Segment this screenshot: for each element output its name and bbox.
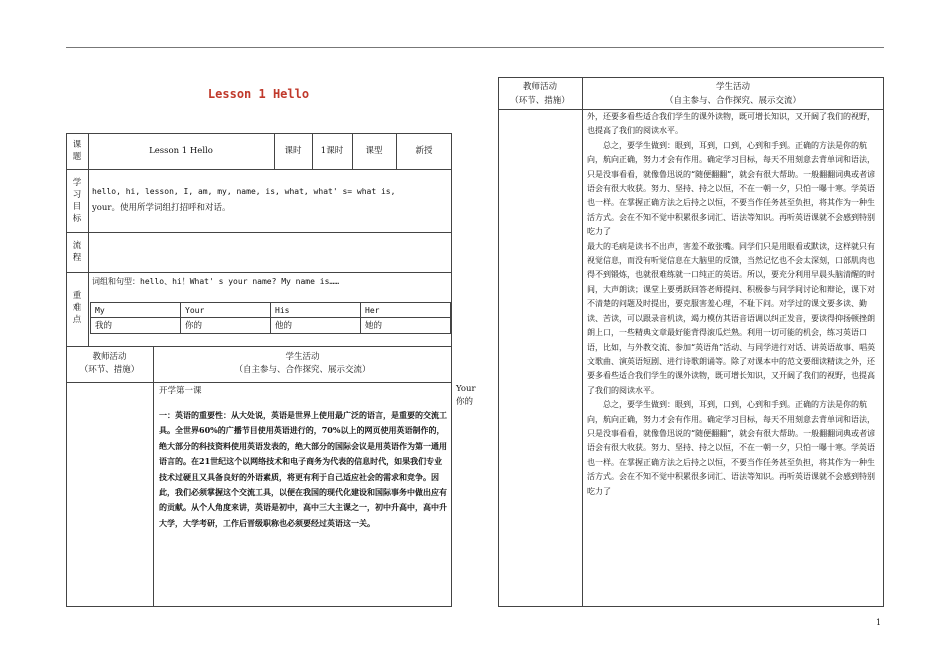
summary-paragraph-1: 总之，要学生做到：眼到，耳到，口到，心到和手到。正确的方法是你的航向，航向正确，努力才会有作用。确定学习目标，每天不用刻意去背单词和语法，只是没事看看，就像鲁迅说的“随便翻翻”，就会有很大帮助。一般翻翻词典或者谚语会有很大收获。努力、坚持、持之以恒，不在一朝一夕，只怕一曝十寒。学英语也一样。在掌握正确方法之后持之以恒，不要当作任务甚至负担，将其作为一种生活方式。会在不知不觉中积累很多词汇、语法等知识。再听英语课就不会感到特别吃力了 [587,140,876,237]
pronoun-en-your: Your [185,306,205,315]
pronoun-zh-her: 她的 [365,321,383,331]
right-body [587,110,879,499]
objectives-line2: your。使用所学词组打招呼和对话。 [92,203,231,213]
objectives-line1: hello, hi, lesson, I, am, my, name, is, what, what' s= what is, [92,187,396,196]
lesson-title: Lesson 1 Hello [207,87,310,101]
type-label: 课型 [365,146,383,156]
process-label: 流程 [72,241,82,263]
teacher-activity-subheading: （环节、措施） [79,365,140,375]
topic-value: Lesson 1 Hello [149,146,213,156]
right-student-activity-heading: 学生活动 [715,82,750,92]
margin-note-zh: 你的 [456,397,474,407]
period-label: 课时 [284,146,302,156]
pronoun-zh-my: 我的 [95,321,113,331]
student-activity-subheading: （自主参与、合作探究、展示交流） [234,365,371,375]
header-rule [66,47,884,48]
right-teacher-activity-heading: 教师活动 [522,82,557,92]
teacher-activity-heading: 教师活动 [92,352,127,362]
opening-heading: 开学第一课 [159,386,202,396]
key-points-label: 重难点 [72,291,82,325]
english-importance-paragraph: 一：英语的重要性：从大处说，英语是世界上使用最广泛的语言，是重要的交流工具。全世界60%的广播节目使用英语进行的，70%以上的网页使用英语制作的，绝大部分的科技资料使用英语发表的，绝大部分的国际会议是用英语作为第一通用语言的。在21世纪这个以网络技术和电子商务为代表的信息时代，如果我们专业技术过硬且又具备良好的外语素质，将更有利于自己适应社会的需求和竞争。因此，我们必须掌握这个交流工具，以便在我国的现代化建设和国际事务中做出应有的贡献。从个人角度来讲，英语是初中，高中三大主课之一，初中升高中，高中升大学，大学考研，工作后晋级职称也必须要经过英语这一关。 [159,410,447,528]
pronoun-en-her: Her [365,306,380,315]
right-teacher-activity-subheading: （环节、措施） [510,96,570,106]
reading-aloud-paragraph: 最大的毛病是读书不出声，害羞不敢张嘴。同学们只是用眼看或默读，这样就只有视觉信息，而没有听觉信息在大脑里的反馈，当然记忆也不会太深刻，口部肌肉也得不到锻炼，也就很难练就一口纯正的英语。所以，要充分利用早晨头脑清醒的时间，大声朗读；课堂上要勇跃回答老师提问、积极参与同学间讨论和辩论，课下对不清楚的问题及时提出，要克服害羞心理，不耻下问。对学过的课文要多读、勤读、苦读，可以跟录音机读，竭力模仿其语音语调以纠正发音，要读得抑扬顿挫朗朗上口，一些精典文章最好能背得滚瓜烂熟。利用一切可能的机会，练习英语口语，比如，与外教交流、参加“英语角”活动、与同学进行对话、讲英语故事、唱英文歌曲、演英语短剧、进行诗歌朗诵等。除了对课本中的范文要细读精读之外，还要多看些适合我们学生的课外读物，既可增长知识，又开阔了我们的视野，也提高了我们的阅读水平。 [587,241,876,395]
margin-note-your: Your [456,384,476,394]
pronoun-zh-his: 他的 [275,321,293,331]
objectives-label: 学习目标 [72,178,82,224]
pronoun-zh-your: 你的 [185,321,203,331]
period-value: 1课时 [320,146,344,156]
student-activity-heading: 学生活动 [285,352,320,362]
type-value: 新授 [415,146,433,156]
pronoun-en-my: My [95,306,105,315]
key-sentence: 词组和句型：hello、hi！What' s your name? My name is…… [92,277,340,286]
right-student-activity-subheading: （自主参与、合作探究、展示交流） [664,96,801,106]
topic-label: 课题 [72,140,82,162]
page-number: 1 [876,618,882,627]
pronoun-en-his: His [275,306,290,315]
summary-paragraph-2: 总之，要学生做到：眼到，耳到，口到，心到和手到。正确的方法是你的航向，航向正确，努力才会有作用。确定学习目标，每天不用刻意去背单词和语法，只是没事看看，就像鲁迅说的“随便翻翻”，就会有很大帮助。一般翻翻词典或者谚语会有很大收获。努力、坚持、持之以恒，不在一朝一夕，只怕一曝十寒。学英语也一样。在掌握正确方法之后持之以恒，不要当作任务甚至负担，将其作为一种生活方式。会在不知不觉中积累很多词汇、语法等知识。再听英语课就不会感到特别吃力了 [587,400,876,496]
reading-materials-paragraph: 外，还要多看些适合我们学生的课外读物，既可增长知识，又开阔了我们的视野，也提高了我们的阅读水平。 [587,112,875,136]
